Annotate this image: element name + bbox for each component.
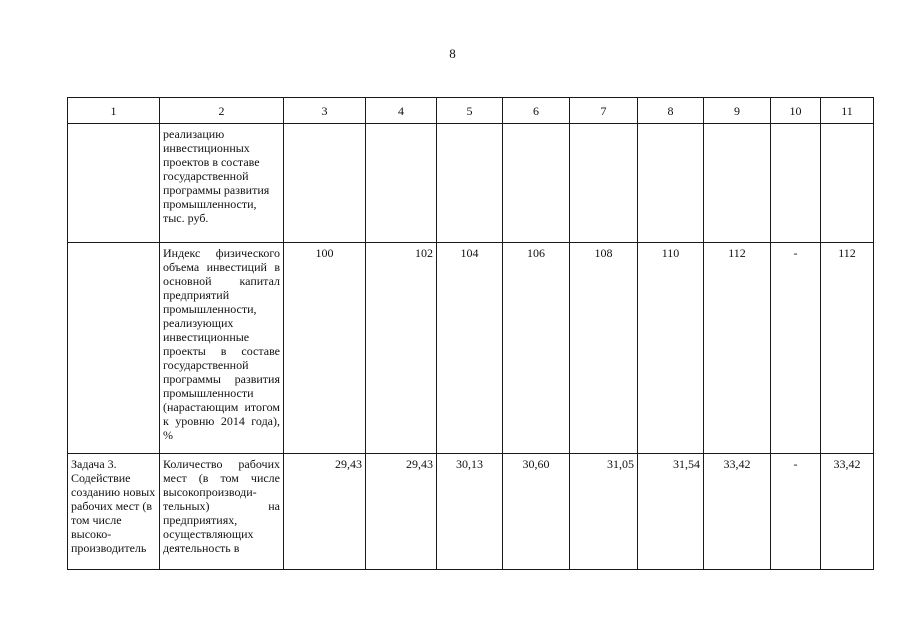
task-cell	[68, 243, 160, 454]
task-text: Задача 3. Содействие созданию новых рабочих мест (в том числе высоко-производитель	[71, 457, 156, 555]
header-cell: 2	[160, 98, 284, 124]
value-cell: 104	[437, 243, 503, 454]
value-cell	[821, 124, 874, 243]
value-cell: 31,05	[570, 454, 638, 570]
value-cell: -	[771, 243, 821, 454]
header-cell: 11	[821, 98, 874, 124]
value-cell: 31,54	[638, 454, 704, 570]
value-cell: 102	[366, 243, 437, 454]
indicator-cell	[160, 454, 284, 570]
indicator-cell: Индекс физического объема инвестиций в основной капитал предприятий промышленности, реализующих инвестиционные проекты в составе государственной программы развития промышленности (нарастающим итогом к уровню 2014 года), %	[160, 243, 284, 454]
value-cell	[704, 124, 771, 243]
value-cell: 108	[570, 243, 638, 454]
header-cell: 10	[771, 98, 821, 124]
indicator-table	[67, 97, 874, 570]
value-cell: 33,42	[704, 454, 771, 570]
page-number: 8	[449, 46, 456, 61]
value-cell	[284, 124, 366, 243]
header-cell: 5	[437, 98, 503, 124]
header-cell: 6	[503, 98, 570, 124]
header-cell: 7	[570, 98, 638, 124]
value-cell: 112	[704, 243, 771, 454]
header-cell: 9	[704, 98, 771, 124]
indicator-cell: реализацию инвестиционных проектов в составе государственной программы развития промышленности, тыс. руб.	[160, 124, 284, 243]
value-cell: 106	[503, 243, 570, 454]
value-cell	[570, 124, 638, 243]
value-cell: 30,60	[503, 454, 570, 570]
value-cell: 100	[284, 243, 366, 454]
task-cell	[68, 454, 160, 570]
value-cell: -	[771, 454, 821, 570]
value-cell: 29,43	[366, 454, 437, 570]
header-cell: 8	[638, 98, 704, 124]
value-cell: 112	[821, 243, 874, 454]
value-cell	[638, 124, 704, 243]
value-cell	[503, 124, 570, 243]
value-cell	[771, 124, 821, 243]
value-cell: 33,42	[821, 454, 874, 570]
task-cell	[68, 124, 160, 243]
value-cell: 29,43	[284, 454, 366, 570]
value-cell	[366, 124, 437, 243]
header-cell: 3	[284, 98, 366, 124]
header-cell: 1	[68, 98, 160, 124]
table-row	[68, 454, 874, 570]
header-cell: 4	[366, 98, 437, 124]
table-header-row	[68, 98, 874, 124]
table-row	[68, 124, 874, 243]
value-cell	[437, 124, 503, 243]
value-cell: 110	[638, 243, 704, 454]
value-cell: 30,13	[437, 454, 503, 570]
indicator-text: Количество рабочих мест (в том числе высокопроизводи-тельных) на предприятиях, осуществляющих деятельность в	[163, 457, 280, 555]
table-row	[68, 243, 874, 454]
